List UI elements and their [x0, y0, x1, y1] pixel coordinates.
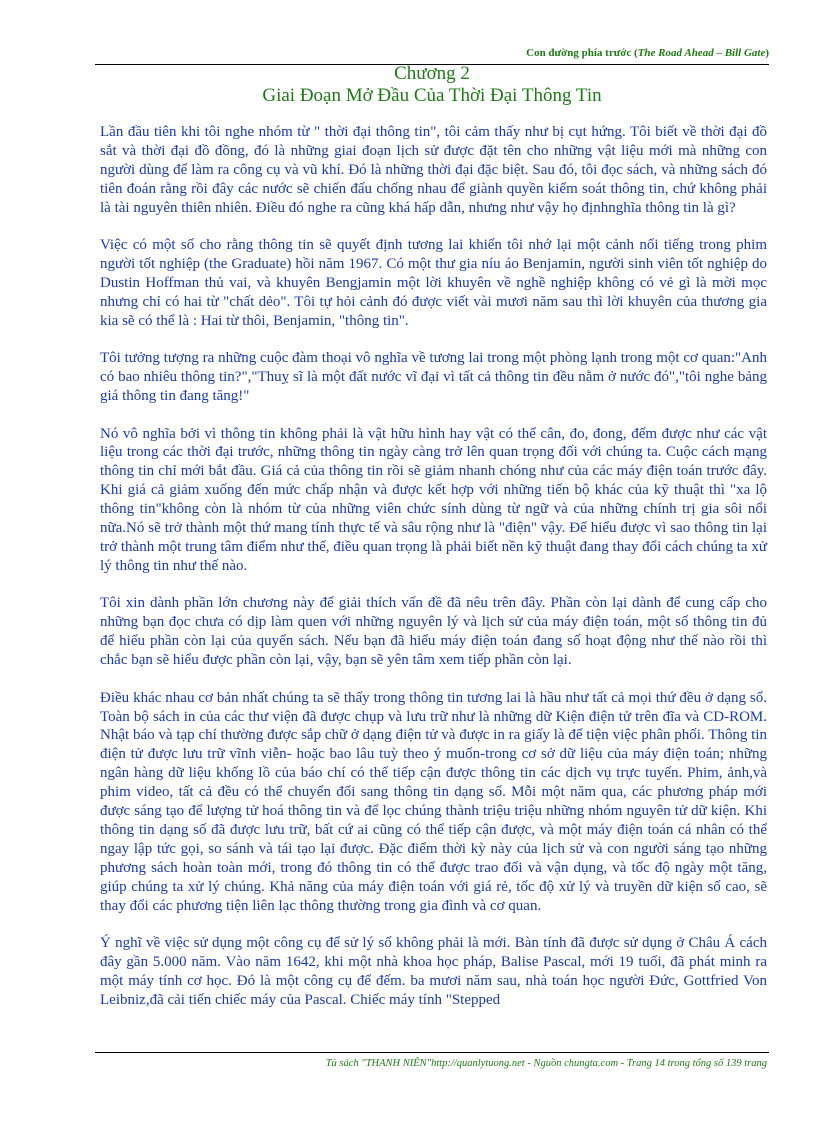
- header-prefix: Con đường phía trước (: [526, 47, 638, 59]
- running-header: [95, 47, 769, 59]
- paragraph: Tôi tưởng tượng ra những cuộc đàm thoại vô nghĩa về tương lai trong một phòng lạnh trong một cơ quan:"Anh có bao nhiêu thông tin?","Thuỵ sĩ là một đất nước vĩ đại vì tất cả thông tin đều nằm ở nước đó","tôi nghe bảng giá thông tin đang tăng!": [100, 350, 767, 405]
- footer-divider: [95, 1052, 769, 1053]
- paragraph: Nó vô nghĩa bởi vì thông tin không phải là vật hữu hình hay vật có thể cân, đo, đong, đếm được như các vật liệu trong các thời đại trước, những thông tin ngày càng trở lên quan trọng đối với chúng ta. Cuộc cách mạng thông tin chỉ mới bắt đầu. Giá cả của thông tin rồi sẽ giảm nhanh chóng như của các máy điện toán trước đây. Khi giá cả giảm xuống đến mức chấp nhận và được kết hợp với những tiến bộ khác của kỹ thuật thì "xa lộ thông tin"không còn là nhóm từ của những viên chức sính dùng từ ngữ và của những chính trị gia sôi nổi nữa.Nó sẽ trở thành một thứ mang tính thực tế và sâu rộng như là "điện" vậy. Để hiểu được vì sao thông tin lại trở thành một trung tâm điểm như thế, điều quan trọng là phải biết nền kỹ thuật đang thay đổi cách chúng ta xử lý thông tin như thế nào.: [100, 425, 767, 574]
- header-suffix: ): [765, 47, 769, 59]
- chapter-title: Giai Đoạn Mở Đầu Của Thời Đại Thông Tin: [262, 85, 602, 106]
- body-text: [100, 123, 767, 1028]
- paragraph: Tôi xin dành phần lớn chương này để giải thích vấn đề đã nêu trên đây. Phần còn lại dành để cung cấp cho những bạn đọc chưa có dịp làm quen với những nguyên lý và lịch sử của máy điện toán, một số thông tin đủ để hiểu phần còn lại của quyển sách. Nếu bạn đã hiểu máy điện toán đang số hoạt động như thế nào rồi thì chắc bạn sẽ hiểu được phần còn lại, vậy, bạn sẽ yên tâm xem tiếp phần còn lại.: [100, 595, 767, 669]
- chapter-number: Chương 2: [394, 63, 470, 84]
- page-footer: Tủ sách "THANH NIÊN"http://quanlytuong.net - Nguồn chungta.com - Trang 14 trong tổng số 139 trang: [325, 1058, 767, 1069]
- paragraph: Điều khác nhau cơ bản nhất chúng ta sẽ thấy trong thông tin tương lai là hầu như tất cả mọi thứ đều ở dạng số. Toàn bộ sách in của các thư viện đã được chụp và lưu trữ như là những dữ Kiện điện tử trên đĩa và CD-ROM. Nhật báo và tạp chí thường được sắp chữ ở dạng điện tử và được in ra giấy là để tiện việc phân phối. Thông tin điện tử được lưu trữ vĩnh viễn- hoặc bao lâu tuỳ theo ý muốn-trong cơ sở dữ liệu của máy điện toán; những ngân hàng dữ liệu khổng lồ của báo chí có thể tiếp cận được thông tin các dịch vụ trực tuyến. Phim, ảnh,và phim video, tất cả đều có thể chuyển đổi sang thông tin dạng số. Mỗi một năm qua, các phương pháp mới được sáng tạo để lượng tử hoá thông tin và để lọc chúng thành triệu triệu những nhóm nguyên tử dữ kiện. Khi thông tin dạng số đã được lưu trữ, bất cứ ai cũng có thể tiếp cận được, và một máy điện toán cá nhân có thể ngay lập tức gọi, so sánh và tái tạo lại được. Đặc điểm thời kỳ này của lịch sử và con người sáng tạo những phương sách hoàn toàn mới, trong đó thông tin có thể được trao đổi và vận dụng, và tốc độ ngày một tăng, giúp chúng ta xử lý chúng. Khả năng của máy điện toán với giá rẻ, tốc độ xử lý và truyền dữ kiện số cao, sẽ thay đổi các phương tiện liên lạc thông thường trong gia đình và cơ quan.: [100, 689, 767, 914]
- header-book-title: The Road Ahead – Bill Gate: [637, 47, 766, 59]
- paragraph: Ý nghĩ về việc sử dụng một công cụ để sử lý số không phải là mới. Bàn tính đã được sử dụng ở Châu Á cách đây gần 5.000 năm. Vào năm 1642, khi một nhà khoa học pháp, Balise Pascal, mới 19 tuổi, đã phát minh ra một máy tính cơ học. Đó là một công cụ để đếm. ba mươi năm sau, nhà toán học người Đức, Gottfried Von Leibniz,đã cải tiến chiếc máy của Pascal. Chiếc máy tính "Stepped: [100, 935, 767, 1008]
- paragraph: Việc có một số cho rằng thông tin sẽ quyết định tương lai khiến tôi nhớ lại một cảnh nổi tiếng trong phim người tốt nghiệp (the Graduate) hồi năm 1967. Có một thư gia níu áo Benjamin, người sinh viên tốt nghiệp do Dustin Hoffman thủ vai, và khuyên Bengjamin một lời khuyên về nghề nghiệp không có vẻ gì là mời mọc nhưng chỉ có hai từ "chất dẻo". Tôi tự hỏi cảnh đó được viết vài mươi năm sau thì lời khuyên của thương gia kia sẽ có thể là : Hai từ thôi, Benjamin, "thông tin".: [100, 237, 767, 329]
- paragraph: Lần đầu tiên khi tôi nghe nhóm từ " thời đại thông tin", tôi cảm thấy như bị cụt hứng. Tôi biết về thời đại đồ sắt và thời đại đồ đồng, đó là những giai đoạn lịch sử được đặt tên cho những vật liệu mới mà những con người dùng để làm ra công cụ và vũ khí. Đó là những thời đại đặc biệt. Sau đó, tôi đọc sách, và những sách đó tiên đoán rằng rồi đây các nước sẽ chiến đấu chống nhau để giành quyền kiểm soát thông tin, chứ không phải là tài nguyên thiên nhiên. Điều đó nghe ra cũng khá hấp dẫn, nhưng như vậy họ địnhnghĩa thông tin là gì?: [100, 124, 767, 216]
- chapter-heading: [95, 63, 769, 107]
